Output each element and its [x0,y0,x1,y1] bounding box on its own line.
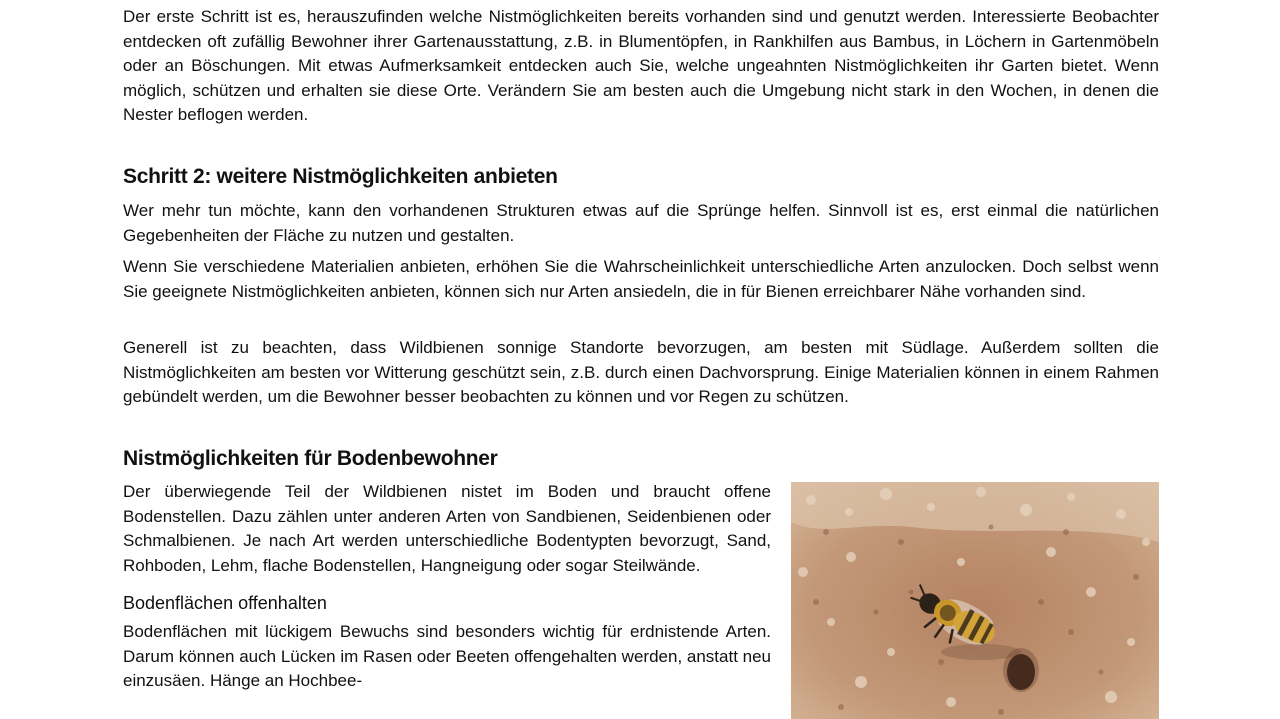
ground-subheading: Bodenflächen offenhalten [123,593,327,613]
step2-heading: Schritt 2: weitere Nistmöglichkeiten anbieten [123,165,558,188]
ground-nesting-heading: Nistmöglichkeiten für Bodenbewohner [123,447,498,470]
ground-paragraph: Der überwiegende Teil der Wildbienen nistet im Boden und braucht offene Bodenstellen. Dazu zählen unter anderen Arten von Sandbienen, Seidenbienen oder Schmalbienen. Je nach Art werden unterschiedliche Bodentypten bevorzugt, Sand, Rohboden, Lehm, flache Bodenstellen, Hangneigung oder sogar Steilwände. [123,482,771,575]
bee-on-soil-photo [791,482,1159,719]
ground-subparagraph: Bodenflächen mit lückigem Bewuchs sind besonders wichtig für erdnistende Arten. Darum können auch Lücken im Rasen oder Beeten offengehalten werden, anstatt neu einzusäen. Hänge an Hochbee- [123,622,772,690]
intro-paragraph: Der erste Schritt ist es, herauszufinden welche Nistmöglichkeiten bereits vorhanden sind und genutzt werden. Interessierte Beobachter entdecken oft zufällig Bewohner ihrer Gartenausstattung, z.B. in Blumentöpfen, in Rankhilfen aus Bambus, in Löchern in Gartenmöbeln oder an Böschungen. Mit etwas Aufmerksamkeit entdecken auch Sie, welche ungeahnten Nistmöglichkeiten ihr Garten bietet. Wenn möglich, schützen und erhalten sie diese Orte. Verändern Sie am besten auch die Umgebung nicht stark in den Wochen, in denen die Nester beflogen werden. [123,7,1159,124]
step2-paragraph-1: Wer mehr tun möchte, kann den vorhandenen Strukturen etwas auf die Sprünge helfen. Sinnvoll ist es, erst einmal die natürlichen Gegebenheiten der Fläche zu nutzen und gestalten. [123,201,1159,245]
step2-paragraph-3: Generell ist zu beachten, dass Wildbienen sonnige Standorte bevorzugen, am besten mit Südlage. Außerdem sollten die Nistmöglichkeiten am besten vor Witterung geschützt sein, z.B. durch einen Dachvorsprung. Einige Materialien können in einem Rahmen gebündelt werden, um die Bewohner besser beobachten zu können und vor Regen zu schützen. [123,338,1159,406]
ground-text-column [123,480,771,694]
step2-paragraph-2: Wenn Sie verschiedene Materialien anbieten, erhöhen Sie die Wahrscheinlichkeit unterschiedliche Arten anzulocken. Doch selbst wenn Sie geeignete Nistmöglichkeiten anbieten, können sich nur Arten ansiedeln, die in für Bienen erreichbarer Nähe vorhanden sind. [123,257,1159,301]
